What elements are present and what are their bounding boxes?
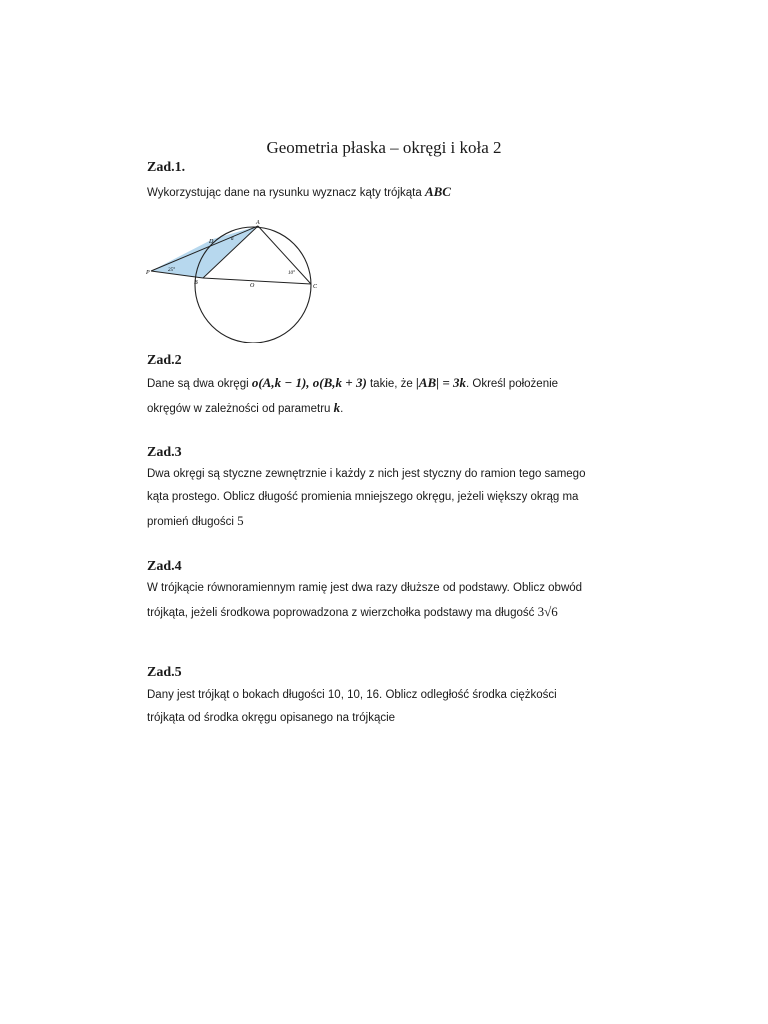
zad2-math-k: k — [333, 400, 341, 415]
zad2-line1: Dane są dwa okręgi o(A,k − 1), o(B,k + 3) takie, że |AB| = 3k. Określ położenie — [147, 375, 559, 390]
zad3-value: 5 — [237, 513, 244, 528]
page-title: Geometria płaska – okręgi i koła 2 — [266, 138, 502, 157]
zad3-heading: Zad.3 — [147, 445, 182, 460]
label-angle-p: 25° — [168, 268, 175, 273]
zad2-text — [147, 371, 617, 421]
zad1-instruction: Wykorzystując dane na rysunku wyznacz kąty trójkąta — [147, 187, 425, 199]
zad4-line1: W trójkącie równoramiennym ramię jest dwa razy dłuższe od podstawy. Oblicz obwód — [147, 582, 583, 594]
zad1-figure — [143, 218, 323, 343]
zad2-line2: okręgów w zależności od parametru k. — [147, 400, 344, 415]
zad4-heading: Zad.4 — [147, 559, 182, 574]
label-p: P — [146, 270, 150, 276]
zad5-line2: trójkąta od środka okręgu opisanego na trójkącie — [147, 712, 396, 724]
zad1-math: ABC — [424, 184, 451, 199]
zad3-text — [147, 463, 617, 534]
label-c: C — [313, 284, 318, 290]
zad1-text — [147, 180, 617, 205]
label-o: O — [250, 283, 255, 289]
zad4-text — [147, 577, 617, 625]
zad3-line1: Dwa okręgi są styczne zewnętrznie i każdy z nich jest styczny do ramion tego samego — [147, 468, 586, 480]
zad5-line1: Dany jest trójkąt o bokach długości 10, 10, 16. Oblicz odległość środka ciężkości — [147, 689, 557, 701]
zad5-text — [147, 684, 617, 730]
label-d: D — [209, 239, 214, 245]
zad3-line2: kąta prostego. Oblicz długość promienia mniejszego okręgu, jeżeli większy okrąg ma — [147, 491, 579, 503]
zad2-math-ab: |AB| = 3k — [416, 375, 466, 390]
zad1-heading: Zad.1. — [147, 160, 186, 175]
zad3-line3: promień długości 5 — [147, 513, 244, 528]
label-angle-c: 10° — [288, 271, 295, 276]
zad2-math-circles: o(A,k − 1), o(B,k + 3) — [251, 375, 367, 390]
zad4-value: 3√6 — [537, 604, 558, 619]
label-a: A — [256, 220, 260, 226]
label-angle-alpha: α — [231, 237, 234, 242]
zad2-heading: Zad.2 — [147, 353, 182, 368]
zad4-line2: trójkąta, jeżeli środkowa poprowadzona z wierzchołka podstawy ma długość 3√6 — [147, 604, 558, 619]
zad5-heading: Zad.5 — [147, 665, 182, 680]
label-b: B — [194, 280, 198, 286]
line-bc — [203, 278, 311, 284]
